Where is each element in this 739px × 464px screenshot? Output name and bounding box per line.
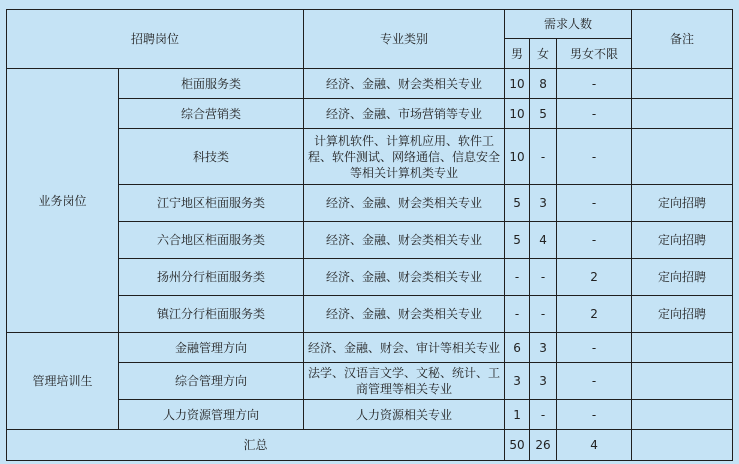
header-major: 专业类别 xyxy=(304,10,505,69)
major-cell: 人力资源相关专业 xyxy=(304,400,505,430)
position-cell: 人力资源管理方向 xyxy=(119,400,304,430)
remark-cell xyxy=(632,99,733,129)
any-gender-count-cell: - xyxy=(557,222,632,259)
remark-cell xyxy=(632,400,733,430)
any-gender-count-cell: - xyxy=(557,99,632,129)
female-count-cell: 3 xyxy=(530,333,557,363)
header-remark: 备注 xyxy=(632,10,733,69)
major-cell: 经济、金融、财会类相关专业 xyxy=(304,69,505,99)
any-gender-count-cell: 2 xyxy=(557,296,632,333)
male-count-cell: 5 xyxy=(505,222,530,259)
any-gender-count-cell: - xyxy=(557,69,632,99)
position-cell: 综合营销类 xyxy=(119,99,304,129)
female-count-cell: - xyxy=(530,129,557,185)
major-cell: 法学、汉语言文学、文秘、统计、工商管理等相关专业 xyxy=(304,363,505,400)
major-cell: 经济、金融、财会类相关专业 xyxy=(304,222,505,259)
header-female: 女 xyxy=(530,39,557,69)
remark-cell xyxy=(632,69,733,99)
male-count-cell: 1 xyxy=(505,400,530,430)
female-count-cell: 3 xyxy=(530,363,557,400)
any-gender-count-cell: - xyxy=(557,333,632,363)
position-cell: 江宁地区柜面服务类 xyxy=(119,185,304,222)
male-count-cell: 3 xyxy=(505,363,530,400)
remark-cell: 定向招聘 xyxy=(632,222,733,259)
any-gender-count-cell: - xyxy=(557,185,632,222)
male-count-cell: 5 xyxy=(505,185,530,222)
remark-cell xyxy=(632,333,733,363)
female-count-cell: 4 xyxy=(530,222,557,259)
any-gender-count-cell: - xyxy=(557,400,632,430)
female-count-cell: 3 xyxy=(530,185,557,222)
header-any: 男女不限 xyxy=(557,39,632,69)
table-row xyxy=(7,333,733,363)
male-count-cell: 10 xyxy=(505,69,530,99)
recruitment-table xyxy=(6,9,733,461)
female-count-cell: - xyxy=(530,400,557,430)
table-row xyxy=(7,69,733,99)
remark-cell xyxy=(632,363,733,400)
major-cell: 经济、金融、财会类相关专业 xyxy=(304,296,505,333)
major-cell: 经济、金融、财会类相关专业 xyxy=(304,259,505,296)
female-count-cell: - xyxy=(530,259,557,296)
any-gender-count-cell: - xyxy=(557,363,632,400)
female-count-cell: 8 xyxy=(530,69,557,99)
total-any: 4 xyxy=(557,430,632,461)
any-gender-count-cell: 2 xyxy=(557,259,632,296)
male-count-cell: 6 xyxy=(505,333,530,363)
group-name-cell: 管理培训生 xyxy=(7,333,119,430)
total-row xyxy=(7,430,733,461)
total-female: 26 xyxy=(530,430,557,461)
position-cell: 扬州分行柜面服务类 xyxy=(119,259,304,296)
major-cell: 经济、金融、财会类相关专业 xyxy=(304,185,505,222)
header-position: 招聘岗位 xyxy=(7,10,304,69)
remark-cell xyxy=(632,129,733,185)
major-cell: 经济、金融、财会、审计等相关专业 xyxy=(304,333,505,363)
male-count-cell: - xyxy=(505,296,530,333)
total-male: 50 xyxy=(505,430,530,461)
female-count-cell: 5 xyxy=(530,99,557,129)
group-name-cell: 业务岗位 xyxy=(7,69,119,333)
major-cell: 经济、金融、市场营销等专业 xyxy=(304,99,505,129)
position-cell: 六合地区柜面服务类 xyxy=(119,222,304,259)
total-remark xyxy=(632,430,733,461)
position-cell: 金融管理方向 xyxy=(119,333,304,363)
position-cell: 柜面服务类 xyxy=(119,69,304,99)
female-count-cell: - xyxy=(530,296,557,333)
major-cell: 计算机软件、计算机应用、软件工程、软件测试、网络通信、信息安全等相关计算机类专业 xyxy=(304,129,505,185)
position-cell: 综合管理方向 xyxy=(119,363,304,400)
remark-cell: 定向招聘 xyxy=(632,296,733,333)
any-gender-count-cell: - xyxy=(557,129,632,185)
total-label: 汇总 xyxy=(7,430,505,461)
header-demand: 需求人数 xyxy=(505,10,632,39)
remark-cell: 定向招聘 xyxy=(632,185,733,222)
remark-cell: 定向招聘 xyxy=(632,259,733,296)
male-count-cell: 10 xyxy=(505,129,530,185)
position-cell: 镇江分行柜面服务类 xyxy=(119,296,304,333)
male-count-cell: - xyxy=(505,259,530,296)
position-cell: 科技类 xyxy=(119,129,304,185)
header-male: 男 xyxy=(505,39,530,69)
male-count-cell: 10 xyxy=(505,99,530,129)
